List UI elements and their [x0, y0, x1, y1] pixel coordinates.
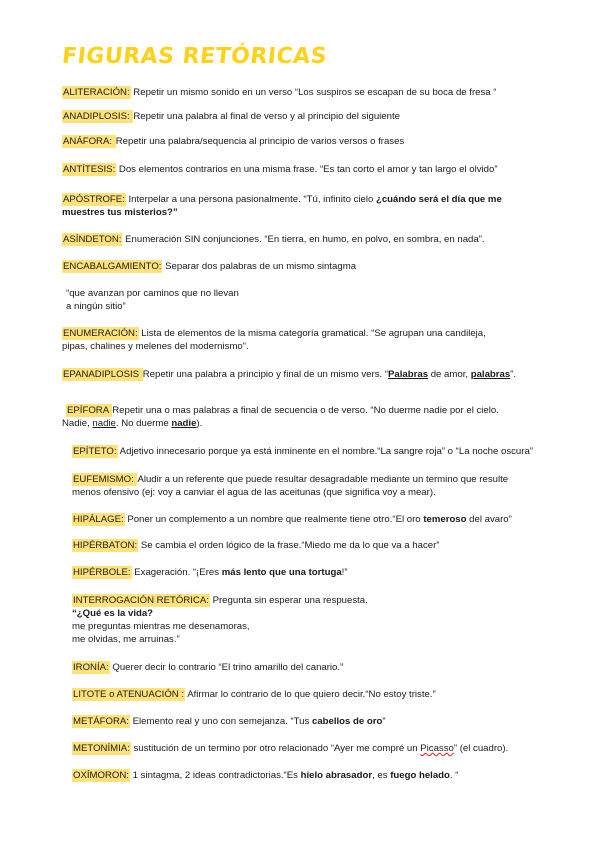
hiperbole-end: !”	[341, 567, 348, 578]
epifora-line-2c: ).	[196, 418, 203, 429]
entry-metafora	[72, 715, 572, 728]
def-asindeton: Enumeración SIN conjunciones. “En tierra, en humo, en polvo, en sombra, en nada”.	[122, 234, 485, 245]
epanadiplosis-word-2: palabras	[470, 369, 511, 380]
interrogacion-line-2: me preguntas mientras me desenamoras,	[72, 621, 250, 632]
hiperbole-bold: más lento que una tortuga	[221, 567, 342, 578]
term-hiperbaton: HIPÉRBATON:	[73, 540, 138, 551]
metafora-bold: cabellos de oro	[311, 716, 383, 727]
term-ironia: IRONÍA:	[73, 662, 109, 673]
def-epifora: Repetir una o mas palabras a final de secuencia o de verso. “No duerme nadie por el cielo.	[112, 405, 499, 416]
term-aliteracion: ALITERACIÓN:	[63, 87, 130, 98]
entry-metonimia	[72, 742, 572, 755]
entry-interrogacion	[72, 594, 572, 607]
def-litote: Afirmar lo contrario de lo que quiero decir.“No estoy triste.”	[185, 689, 436, 700]
epifora-line-2a: Nadie,	[62, 418, 93, 429]
entry-hiperbole	[72, 566, 572, 579]
entry-oximoron	[72, 769, 572, 782]
def-hipalage: Poner un complemento a un nombre que realmente tiene otro.“El oro	[124, 514, 424, 525]
epanadiplosis-mid: de amor,	[428, 369, 471, 380]
term-epifora: EPÍFORA	[67, 405, 112, 416]
oximoron-bold-2: fuego helado	[390, 770, 450, 781]
term-interrogacion: INTERROGACIÓN RETÓRICA:	[73, 595, 209, 606]
epifora-nadie-2: nadie	[171, 418, 197, 429]
def-ironia: Querer decir lo contrario “El trino amarillo del canario.”	[109, 662, 344, 673]
apostrofe-bold-1: ¿cuándo será el día que me	[375, 194, 502, 205]
def-apostrofe: Interpelar a una persona pasionalmente. “Tú, infinito cielo	[125, 194, 376, 205]
term-antitesis: ANTÍTESIS:	[63, 164, 116, 175]
def-anafora: Repetir una palabra/sequencia al principio de varios versos o frases	[115, 136, 405, 147]
hipalage-bold: temeroso	[423, 514, 467, 525]
encabalgamiento-line-1: “que avanzan por caminos que no llevan	[66, 288, 239, 299]
hipalage-end: del avaro”	[466, 514, 512, 525]
entry-asindeton	[62, 233, 562, 246]
page-title: FIGURAS RETÓRICAS	[60, 44, 329, 69]
epifora-line-2	[62, 417, 562, 430]
def-metafora: Elemento real y uno con semejanza. “Tus	[129, 716, 312, 727]
term-eufemismo: EUFEMISMO:	[73, 474, 137, 485]
def-anadiplosis: Repetir una palabra al final de verso y al principio del siguiente	[133, 111, 400, 122]
antitesis-word: olvido	[469, 164, 495, 175]
def-hiperbaton: Se cambia el orden lógico de la frase.“Miedo me da lo que va a hacer”	[138, 540, 440, 551]
entry-enumeracion	[62, 327, 562, 340]
oximoron-bold-1: hielo abrasador	[300, 770, 373, 781]
antitesis-end: ”	[494, 164, 498, 175]
def-epanadiplosis: Repetir una palabra a principio y final de un mismo vers. “	[142, 369, 389, 380]
term-anadiplosis: ANADIPLOSIS:	[63, 111, 133, 122]
entry-eufemismo	[72, 473, 572, 486]
def-interrogacion: Pregunta sin esperar una respuesta.	[209, 595, 368, 606]
enumeracion-line-2: pipas, chalines y melenes del modernismo”.	[62, 341, 249, 352]
entry-aliteracion	[62, 86, 562, 99]
entry-antitesis	[62, 163, 562, 176]
entry-litote	[72, 688, 572, 701]
oximoron-mid: , es	[372, 770, 391, 781]
term-encabalgamiento: ENCABALGAMIENTO:	[63, 261, 162, 272]
apostrofe-bold-2: muestres tus misterios?”	[62, 207, 178, 218]
def-epiteto: Adjetivo innecesario porque ya está inminente en el nombre.“La sangre roja” o “La noche oscura”	[117, 446, 533, 457]
entry-anafora	[62, 135, 562, 148]
entry-apostrofe	[62, 193, 562, 206]
def-encabalgamiento: Separar dos palabras de un mismo sintagma	[162, 261, 357, 272]
term-metonimia: METONÍMIA:	[73, 743, 130, 754]
term-epanadiplosis: EPANADIPLOSIS	[63, 369, 142, 380]
entry-hiperbaton	[72, 539, 572, 552]
metafora-end: ”	[382, 716, 386, 727]
entry-encabalgamiento	[62, 260, 562, 273]
encabalgamiento-line-2: a ningún sitio”	[66, 301, 126, 312]
epanadiplosis-end: ”.	[510, 369, 517, 380]
term-apostrofe: APÓSTROFE:	[63, 194, 125, 205]
def-eufemismo: Aludir a un referente que puede resultar desagradable mediante un termino que resulte	[137, 474, 509, 485]
def-oximoron: 1 sintagma, 2 ideas contradictorias.“Es	[129, 770, 301, 781]
def-hiperbole: Exageración. “¡Eres	[131, 567, 222, 578]
term-hiperbole: HIPÉRBOLE:	[73, 567, 131, 578]
epanadiplosis-word-1: Palabras	[388, 369, 429, 380]
entry-epiteto	[72, 445, 572, 458]
term-epiteto: EPÍTETO:	[73, 446, 117, 457]
interrogacion-line-1: “¿Qué es la vida?	[72, 608, 154, 619]
def-aliteracion: Repetir un mismo sonido en un verso “Los suspiros se escapan de su boca de fresa “	[130, 87, 497, 98]
term-enumeracion: ENUMERACIÓN:	[63, 328, 138, 339]
term-asindeton: ASÍNDETON:	[63, 234, 122, 245]
metonimia-word: Picasso	[420, 743, 454, 754]
term-litote: LITOTE o ATENUACIÓN :	[73, 689, 185, 700]
def-metonimia: sustitución de un termino por otro relacionado “Ayer me compré un	[130, 743, 421, 754]
eufemismo-line-2: menos ofensivo (ej: voy a canviar el agua de las aceitunas (que significa voy a mear).	[72, 487, 436, 498]
entry-ironia	[72, 661, 572, 674]
epifora-line-2b: . No duerme	[115, 418, 172, 429]
def-enumeracion: Lista de elementos de la misma categoría gramatical. “Se agrupan una candileja,	[138, 328, 486, 339]
def-antitesis: Dos elementos contrarios en una misma frase. “Es tan corto el amor y tan largo el	[116, 164, 470, 175]
metonimia-end: ” (el cuadro).	[453, 743, 509, 754]
term-oximoron: OXÍMORON:	[73, 770, 129, 781]
term-anafora: ANÁFORA:	[63, 136, 115, 147]
term-metafora: METÁFORA:	[73, 716, 129, 727]
entry-anadiplosis	[62, 110, 562, 123]
oximoron-end: . “	[449, 770, 459, 781]
entry-epanadiplosis	[62, 368, 562, 381]
entry-epifora	[66, 404, 566, 417]
epifora-nadie-1: nadie	[92, 418, 116, 429]
term-hipalage: HIPÁLAGE:	[73, 514, 124, 525]
interrogacion-line-3: me olvidas, me arruinas.”	[72, 634, 180, 645]
entry-hipalage	[72, 513, 572, 526]
